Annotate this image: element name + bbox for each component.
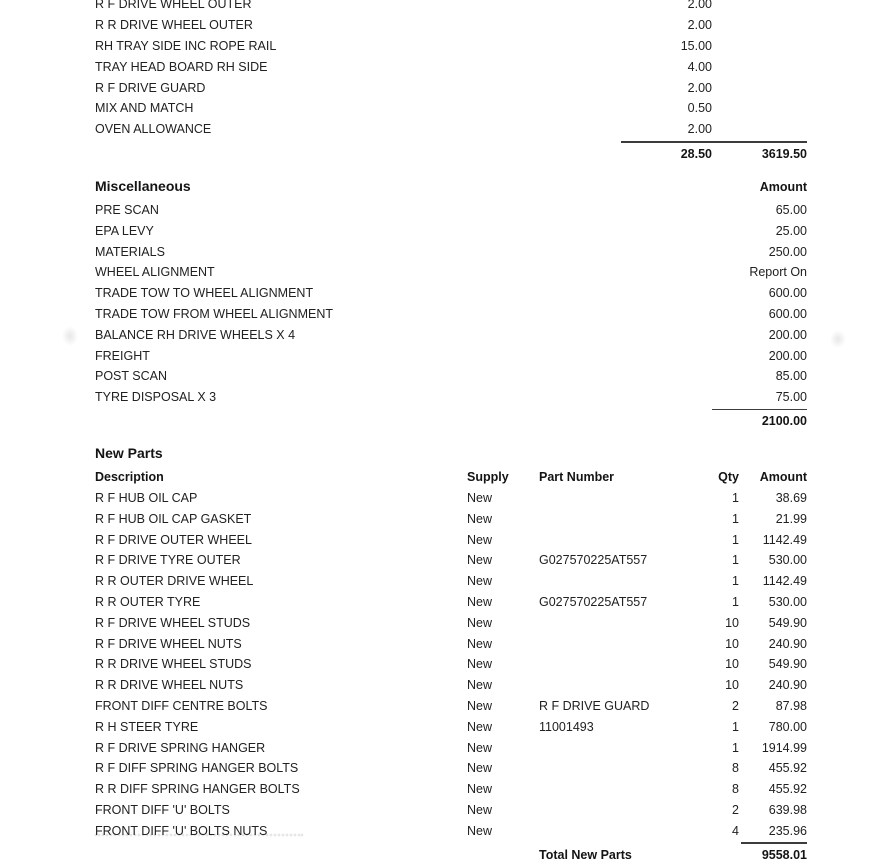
- part-amount: 1142.49: [762, 574, 807, 589]
- part-supply: New: [467, 698, 493, 713]
- miscellaneous-item-amount: 200.00: [768, 327, 807, 342]
- part-supply: New: [467, 511, 493, 526]
- part-qty: 2: [732, 698, 739, 713]
- miscellaneous-item-amount: Report On: [749, 265, 807, 280]
- part-qty: 1: [732, 719, 739, 734]
- part-description: R F DRIVE OUTER WHEEL: [95, 532, 252, 547]
- scan-artifact: [62, 326, 78, 346]
- miscellaneous-item-label: PRE SCAN: [95, 202, 159, 217]
- part-number: R F DRIVE GUARD: [539, 698, 650, 713]
- labour-item-label: RH TRAY SIDE INC ROPE RAIL: [95, 38, 277, 53]
- labour-item-label: R F DRIVE GUARD: [95, 80, 206, 95]
- part-supply: New: [467, 678, 493, 693]
- miscellaneous-item-amount: 25.00: [775, 223, 807, 238]
- part-supply: New: [467, 615, 493, 630]
- miscellaneous-item-label: TRADE TOW FROM WHEEL ALIGNMENT: [95, 306, 333, 321]
- part-qty: 2: [732, 802, 739, 817]
- labour-item-hours: 4.00: [687, 59, 712, 74]
- part-qty: 1: [732, 490, 739, 505]
- part-description: R F DRIVE TYRE OUTER: [95, 553, 241, 568]
- miscellaneous-item-amount: 250.00: [768, 244, 807, 259]
- labour-row: [95, 77, 807, 98]
- labour-item-hours: 15.00: [680, 38, 712, 53]
- labour-item-label: MIX AND MATCH: [95, 101, 194, 116]
- scan-artifact: [830, 330, 846, 348]
- part-supply: New: [467, 719, 493, 734]
- part-amount: 38.69: [775, 490, 807, 505]
- labour-item-hours: 0.50: [687, 101, 712, 116]
- miscellaneous-row: [95, 220, 807, 241]
- labour-totals-row: [95, 143, 807, 165]
- part-qty: 1: [732, 511, 739, 526]
- miscellaneous-amount-header: Amount: [759, 179, 807, 194]
- new-parts-row: [95, 696, 807, 717]
- miscellaneous-item-label: WHEEL ALIGNMENT: [95, 265, 215, 280]
- part-qty: 10: [725, 657, 739, 672]
- part-amount: 455.92: [768, 761, 807, 776]
- part-description: R R DIFF SPRING HANGER BOLTS: [95, 782, 300, 797]
- miscellaneous-header: [95, 178, 807, 200]
- part-description: R F DIFF SPRING HANGER BOLTS: [95, 761, 299, 776]
- labour-total-amount: 3619.50: [761, 146, 807, 161]
- labour-item-hours: 2.00: [687, 18, 712, 33]
- part-description: R F DRIVE SPRING HANGER: [95, 740, 266, 755]
- part-supply: New: [467, 553, 493, 568]
- part-number: G027570225AT557: [539, 594, 648, 609]
- miscellaneous-item-amount: 75.00: [775, 390, 807, 405]
- new-parts-row: [95, 633, 807, 654]
- part-amount: 87.98: [775, 698, 807, 713]
- miscellaneous-item-label: POST SCAN: [95, 369, 168, 384]
- column-header-qty: Qty: [718, 470, 739, 485]
- part-amount: 1142.49: [762, 532, 807, 547]
- miscellaneous-item-amount: 600.00: [768, 286, 807, 301]
- part-supply: New: [467, 802, 493, 817]
- part-amount: 240.90: [768, 678, 807, 693]
- part-amount: 235.96: [768, 823, 807, 838]
- part-description: R R DRIVE WHEEL STUDS: [95, 657, 252, 672]
- new-parts-section: [95, 445, 807, 866]
- miscellaneous-total-row: [95, 410, 807, 432]
- miscellaneous-title: Miscellaneous: [95, 177, 191, 194]
- new-parts-total-label: Total New Parts: [539, 848, 632, 863]
- miscellaneous-item-amount: 200.00: [768, 348, 807, 363]
- labour-row: [95, 0, 807, 15]
- labour-row: [95, 15, 807, 36]
- part-supply: New: [467, 636, 493, 651]
- new-parts-row: [95, 508, 807, 529]
- new-parts-row: [95, 779, 807, 800]
- part-number: G027570225AT557: [539, 553, 648, 568]
- part-qty: 1: [732, 553, 739, 568]
- part-amount: 530.00: [768, 553, 807, 568]
- invoice-content: [95, 0, 807, 866]
- new-parts-row: [95, 571, 807, 592]
- part-amount: 549.90: [768, 657, 807, 672]
- miscellaneous-total-amount: 2100.00: [761, 413, 807, 428]
- miscellaneous-row: [95, 304, 807, 325]
- column-header-description: Description: [95, 470, 164, 485]
- part-description: FRONT DIFF 'U' BOLTS: [95, 802, 230, 817]
- part-supply: New: [467, 657, 493, 672]
- labour-row: [95, 98, 807, 119]
- miscellaneous-row: [95, 366, 807, 387]
- part-amount: 240.90: [768, 636, 807, 651]
- part-supply: New: [467, 532, 493, 547]
- part-description: R F DRIVE WHEEL NUTS: [95, 636, 242, 651]
- part-description: R R DRIVE WHEEL NUTS: [95, 678, 244, 693]
- scan-artifact: [95, 834, 303, 836]
- labour-row: [95, 119, 807, 140]
- part-supply: New: [467, 761, 493, 776]
- column-header-amount: Amount: [759, 470, 807, 485]
- labour-item-hours: 2.00: [687, 0, 712, 12]
- new-parts-row: [95, 758, 807, 779]
- new-parts-row: [95, 737, 807, 758]
- part-description: R F HUB OIL CAP: [95, 490, 198, 505]
- part-amount: 549.90: [768, 615, 807, 630]
- part-description: FRONT DIFF CENTRE BOLTS: [95, 698, 268, 713]
- labour-item-hours: 2.00: [687, 122, 712, 137]
- labour-item-hours: 2.00: [687, 80, 712, 95]
- miscellaneous-item-label: TYRE DISPOSAL X 3: [95, 390, 217, 405]
- miscellaneous-row: [95, 200, 807, 221]
- part-qty: 10: [725, 636, 739, 651]
- column-header-supply: Supply: [467, 470, 509, 485]
- part-supply: New: [467, 823, 493, 838]
- part-supply: New: [467, 594, 493, 609]
- miscellaneous-row: [95, 387, 807, 408]
- part-amount: 455.92: [768, 782, 807, 797]
- part-supply: New: [467, 740, 493, 755]
- part-amount: 1914.99: [761, 740, 807, 755]
- part-qty: 4: [732, 823, 739, 838]
- part-qty: 10: [725, 615, 739, 630]
- miscellaneous-item-amount: 600.00: [768, 306, 807, 321]
- part-qty: 1: [732, 574, 739, 589]
- part-qty: 8: [732, 782, 739, 797]
- new-parts-row: [95, 550, 807, 571]
- labour-item-label: OVEN ALLOWANCE: [95, 122, 212, 137]
- labour-rows: [95, 0, 807, 140]
- part-qty: 10: [725, 678, 739, 693]
- part-description: R R OUTER DRIVE WHEEL: [95, 574, 254, 589]
- new-parts-row: [95, 612, 807, 633]
- miscellaneous-row: [95, 324, 807, 345]
- part-qty: 1: [732, 532, 739, 547]
- new-parts-total-amount: 9558.01: [761, 848, 807, 863]
- part-description: R F DRIVE WHEEL STUDS: [95, 615, 251, 630]
- miscellaneous-item-label: MATERIALS: [95, 244, 165, 259]
- new-parts-rows: [95, 488, 807, 842]
- part-description: FRONT DIFF 'U' BOLTS NUTS: [95, 823, 268, 838]
- new-parts-row: [95, 529, 807, 550]
- part-amount: 780.00: [768, 719, 807, 734]
- miscellaneous-row: [95, 241, 807, 262]
- new-parts-row: [95, 592, 807, 613]
- miscellaneous-item-label: EPA LEVY: [95, 223, 154, 238]
- part-number: 11001493: [539, 719, 594, 734]
- miscellaneous-section: [95, 178, 807, 432]
- labour-total-hours: 28.50: [680, 146, 712, 161]
- miscellaneous-rows: [95, 200, 807, 408]
- new-parts-row: [95, 654, 807, 675]
- labour-item-label: R R DRIVE WHEEL OUTER: [95, 18, 253, 33]
- labour-row: [95, 36, 807, 57]
- part-amount: 530.00: [768, 594, 807, 609]
- new-parts-row: [95, 675, 807, 696]
- part-supply: New: [467, 490, 493, 505]
- column-header-part-number: Part Number: [539, 470, 615, 485]
- part-supply: New: [467, 574, 493, 589]
- new-parts-row: [95, 488, 807, 509]
- miscellaneous-row: [95, 345, 807, 366]
- new-parts-total-row: [95, 844, 807, 866]
- part-description: R H STEER TYRE: [95, 719, 199, 734]
- miscellaneous-row: [95, 283, 807, 304]
- labour-item-label: TRAY HEAD BOARD RH SIDE: [95, 59, 268, 74]
- part-description: R R OUTER TYRE: [95, 594, 201, 609]
- new-parts-column-headers: [95, 467, 807, 488]
- miscellaneous-item-label: BALANCE RH DRIVE WHEELS X 4: [95, 327, 296, 342]
- miscellaneous-row: [95, 262, 807, 283]
- new-parts-header: [95, 445, 807, 467]
- part-qty: 1: [732, 594, 739, 609]
- new-parts-title: New Parts: [95, 444, 163, 461]
- miscellaneous-item-amount: 65.00: [775, 202, 807, 217]
- part-description: R F HUB OIL CAP GASKET: [95, 511, 252, 526]
- part-supply: New: [467, 782, 493, 797]
- labour-item-label: R F DRIVE WHEEL OUTER: [95, 0, 252, 12]
- new-parts-row: [95, 820, 807, 841]
- part-qty: 1: [732, 740, 739, 755]
- labour-section: [95, 0, 807, 165]
- part-amount: 639.98: [768, 802, 807, 817]
- new-parts-row: [95, 800, 807, 821]
- new-parts-row: [95, 716, 807, 737]
- miscellaneous-item-label: TRADE TOW TO WHEEL ALIGNMENT: [95, 286, 314, 301]
- part-qty: 8: [732, 761, 739, 776]
- miscellaneous-item-label: FREIGHT: [95, 348, 150, 363]
- miscellaneous-item-amount: 85.00: [775, 369, 807, 384]
- labour-row: [95, 56, 807, 77]
- part-amount: 21.99: [775, 511, 807, 526]
